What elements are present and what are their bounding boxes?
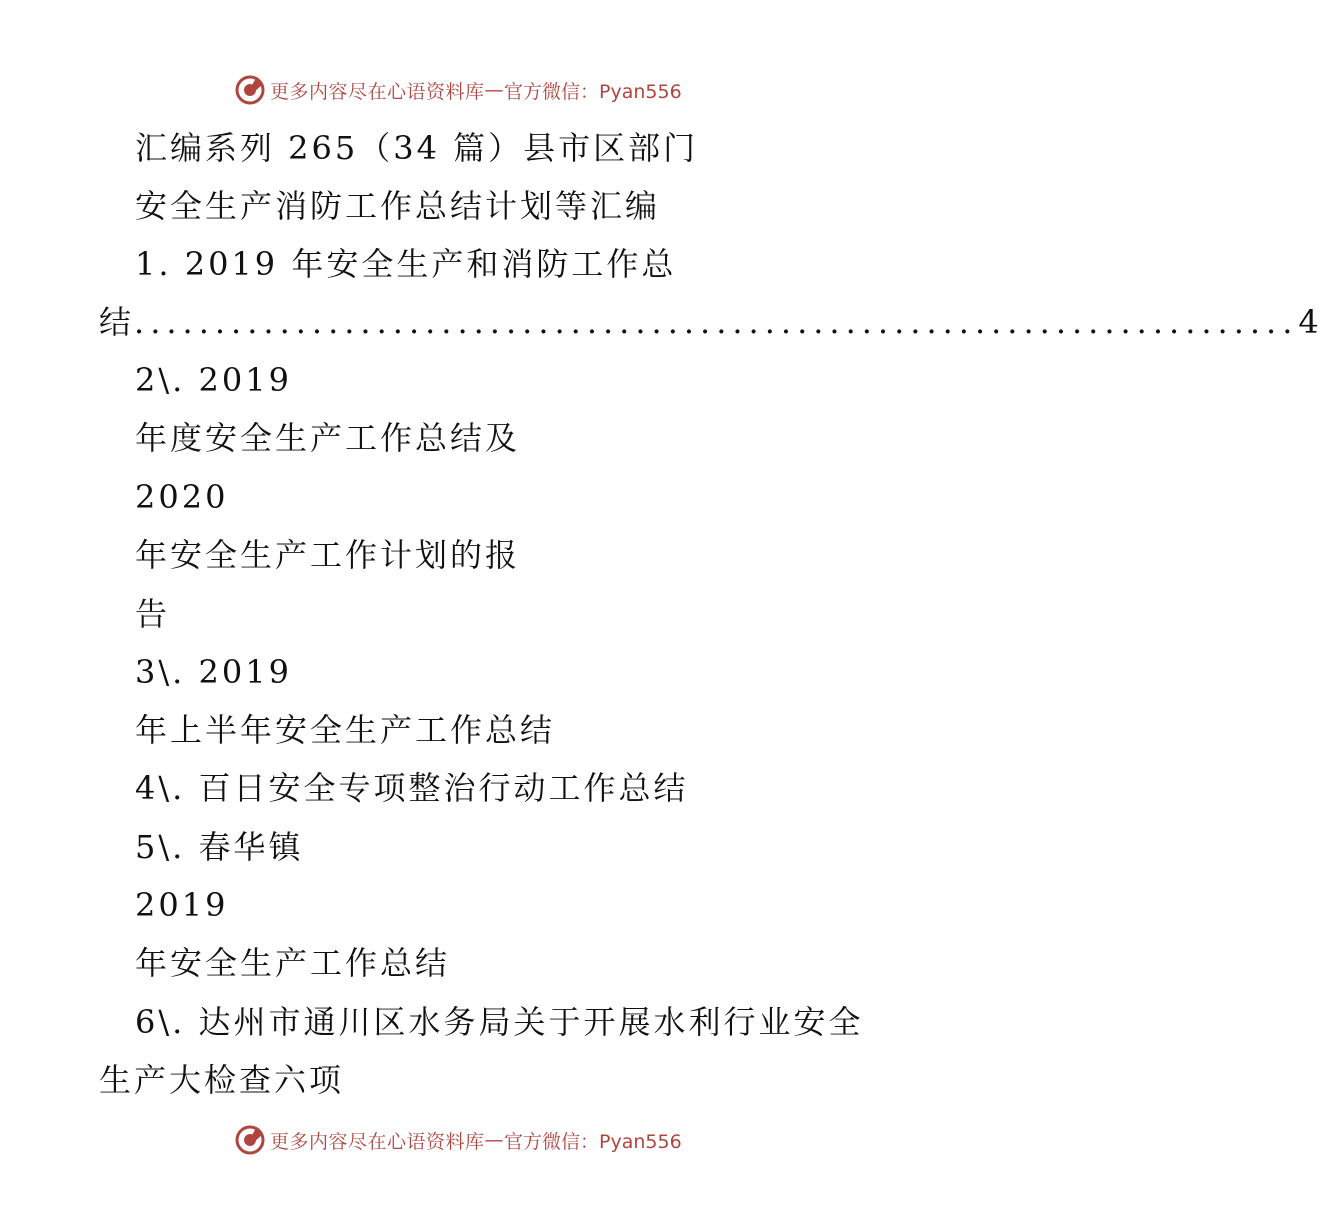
watermark-text: 更多内容尽在心语资料库 <box>270 1130 485 1153</box>
toc-item-6-line-2: 生产大检查六项 <box>99 1061 345 1099</box>
watermark-contact: 官方微信：Pyan556 <box>504 1130 682 1153</box>
toc-item-6-line-1: 6\. 达州市通川区水务局关于开展水利行业安全 <box>135 1003 864 1041</box>
toc-item-2-line-5: 告 <box>135 595 171 633</box>
toc-page-number: 4 <box>1298 303 1322 341</box>
logo-icon <box>234 74 266 106</box>
header-watermark <box>234 73 682 107</box>
toc-item-1-line-1: 1. 2019 年安全生产和消防工作总 <box>135 245 677 283</box>
toc-dot-leader: ........................................................................ <box>134 303 1299 341</box>
toc-item-4: 4\. 百日安全专项整治行动工作总结 <box>135 769 689 807</box>
watermark-dash: — <box>484 1129 505 1151</box>
title-line-2: 安全生产消防工作总结计划等汇编 <box>135 187 661 225</box>
toc-item-1-leader-row <box>99 302 1322 342</box>
toc-item-2-line-4: 年安全生产工作计划的报 <box>135 536 521 574</box>
toc-item-5-line-2: 2019 <box>135 886 229 924</box>
footer-watermark <box>234 1123 682 1157</box>
toc-item-5-line-3: 年安全生产工作总结 <box>135 944 451 982</box>
watermark-text: 更多内容尽在心语资料库 <box>270 80 485 103</box>
toc-item-1-line-2: 结 <box>99 303 135 341</box>
toc-item-2-line-1: 2\. 2019 <box>135 361 292 399</box>
title-line-1: 汇编系列 265（34 篇）县市区部门 <box>135 129 699 167</box>
toc-item-2-line-2: 年度安全生产工作总结及 <box>135 419 521 457</box>
logo-icon <box>234 1124 266 1156</box>
watermark-contact: 官方微信：Pyan556 <box>504 80 682 103</box>
toc-item-5-line-1: 5\. 春华镇 <box>135 828 304 866</box>
watermark-dash: — <box>484 79 505 101</box>
toc-item-2-line-3: 2020 <box>135 478 229 516</box>
toc-item-3-line-1: 3\. 2019 <box>135 653 292 691</box>
toc-item-3-line-2: 年上半年安全生产工作总结 <box>135 711 556 749</box>
